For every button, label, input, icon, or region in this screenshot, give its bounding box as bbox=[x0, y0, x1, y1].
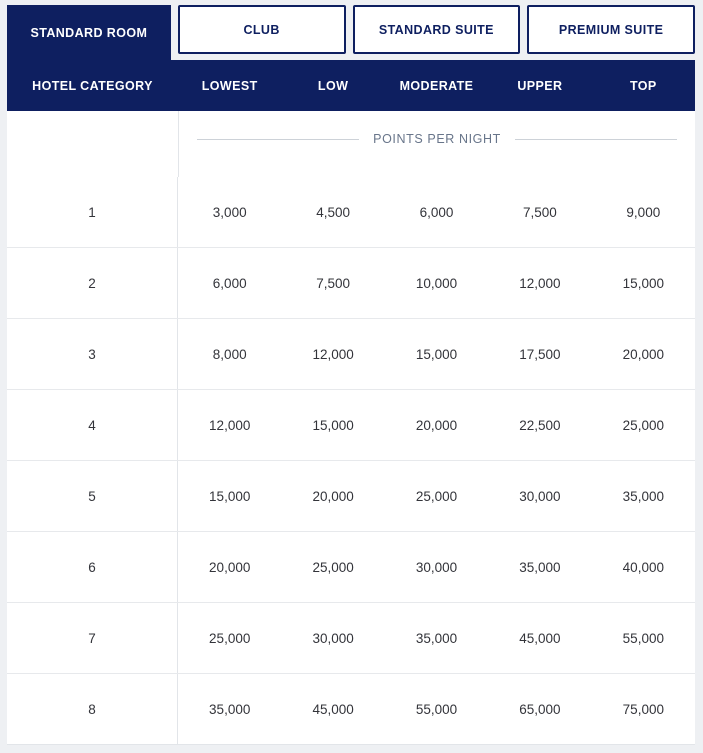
points-cell: 3,000 bbox=[212, 204, 247, 220]
table-row bbox=[7, 460, 695, 531]
category-cell: 8 bbox=[7, 674, 178, 744]
category-cell: 2 bbox=[7, 248, 178, 318]
divider-line-left bbox=[197, 139, 359, 140]
points-cell: 15,000 bbox=[312, 417, 354, 433]
category-cell: 7 bbox=[7, 603, 178, 673]
points-cell: 25,000 bbox=[622, 417, 664, 433]
points-cell: 65,000 bbox=[519, 701, 561, 717]
points-cell: 15,000 bbox=[622, 275, 664, 291]
points-cell: 6,000 bbox=[419, 204, 454, 220]
divider-line-right bbox=[515, 139, 677, 140]
points-cell: 20,000 bbox=[622, 346, 664, 362]
points-cell: 35,000 bbox=[415, 630, 458, 646]
points-cell: 15,000 bbox=[209, 488, 251, 504]
award-table bbox=[7, 111, 695, 745]
table-row bbox=[7, 673, 695, 744]
column-header-top: TOP bbox=[629, 78, 657, 93]
tab-premium-suite[interactable]: PREMIUM SUITE bbox=[527, 5, 695, 54]
category-cell: 3 bbox=[7, 319, 178, 389]
table-row bbox=[7, 318, 695, 389]
points-cell: 45,000 bbox=[519, 630, 561, 646]
points-cell: 45,000 bbox=[312, 701, 354, 717]
column-header-hotel-category: HOTEL CATEGORY bbox=[32, 78, 153, 93]
tab-club[interactable]: CLUB bbox=[178, 5, 346, 54]
points-cell: 55,000 bbox=[415, 701, 458, 717]
points-per-night-section bbox=[7, 111, 695, 177]
points-cell: 30,000 bbox=[519, 488, 561, 504]
points-cell: 20,000 bbox=[415, 417, 458, 433]
points-cell: 6,000 bbox=[212, 275, 247, 291]
points-cell: 10,000 bbox=[415, 275, 458, 291]
table-header-band bbox=[7, 60, 695, 111]
points-cell: 55,000 bbox=[622, 630, 664, 646]
points-cell: 7,500 bbox=[523, 204, 557, 220]
points-cell: 17,500 bbox=[519, 346, 561, 362]
column-header-lowest: LOWEST bbox=[201, 78, 258, 93]
points-cell: 25,000 bbox=[312, 559, 354, 575]
table-row bbox=[7, 602, 695, 673]
points-cell: 25,000 bbox=[209, 630, 251, 646]
points-per-night-label: POINTS PER NIGHT bbox=[373, 132, 501, 146]
category-cell: 1 bbox=[7, 177, 178, 247]
points-cell: 8,000 bbox=[212, 346, 247, 362]
award-chart-content bbox=[7, 5, 695, 745]
table-row bbox=[7, 247, 695, 318]
room-type-tabs bbox=[7, 5, 695, 60]
table-row bbox=[7, 389, 695, 460]
points-cell: 40,000 bbox=[622, 559, 664, 575]
category-cell: 6 bbox=[7, 532, 178, 602]
points-cell: 35,000 bbox=[519, 559, 561, 575]
points-cell: 25,000 bbox=[415, 488, 458, 504]
tab-standard-suite[interactable]: STANDARD SUITE bbox=[353, 5, 521, 54]
points-cell: 9,000 bbox=[626, 204, 661, 220]
column-header-moderate: MODERATE bbox=[399, 78, 474, 93]
category-column-spacer bbox=[7, 111, 179, 177]
points-cell: 12,000 bbox=[519, 275, 561, 291]
category-cell: 4 bbox=[7, 390, 178, 460]
table-row bbox=[7, 177, 695, 247]
table-rows bbox=[7, 177, 695, 744]
points-cell: 22,500 bbox=[519, 417, 561, 433]
table-row bbox=[7, 531, 695, 602]
points-cell: 75,000 bbox=[622, 701, 664, 717]
column-header-low: LOW bbox=[317, 78, 349, 93]
points-cell: 30,000 bbox=[312, 630, 354, 646]
points-cell: 4,500 bbox=[316, 204, 350, 220]
category-cell: 5 bbox=[7, 461, 178, 531]
points-cell: 7,500 bbox=[316, 275, 350, 291]
points-cell: 20,000 bbox=[209, 559, 251, 575]
column-header-upper: UPPER bbox=[517, 78, 563, 93]
points-cell: 35,000 bbox=[622, 488, 664, 504]
points-cell: 35,000 bbox=[209, 701, 251, 717]
tab-standard-room[interactable]: STANDARD ROOM bbox=[7, 5, 171, 60]
points-cell: 12,000 bbox=[209, 417, 251, 433]
points-cell: 20,000 bbox=[312, 488, 354, 504]
points-cell: 30,000 bbox=[415, 559, 458, 575]
points-per-night-header bbox=[179, 106, 695, 172]
points-cell: 12,000 bbox=[312, 346, 354, 362]
points-cell: 15,000 bbox=[415, 346, 458, 362]
